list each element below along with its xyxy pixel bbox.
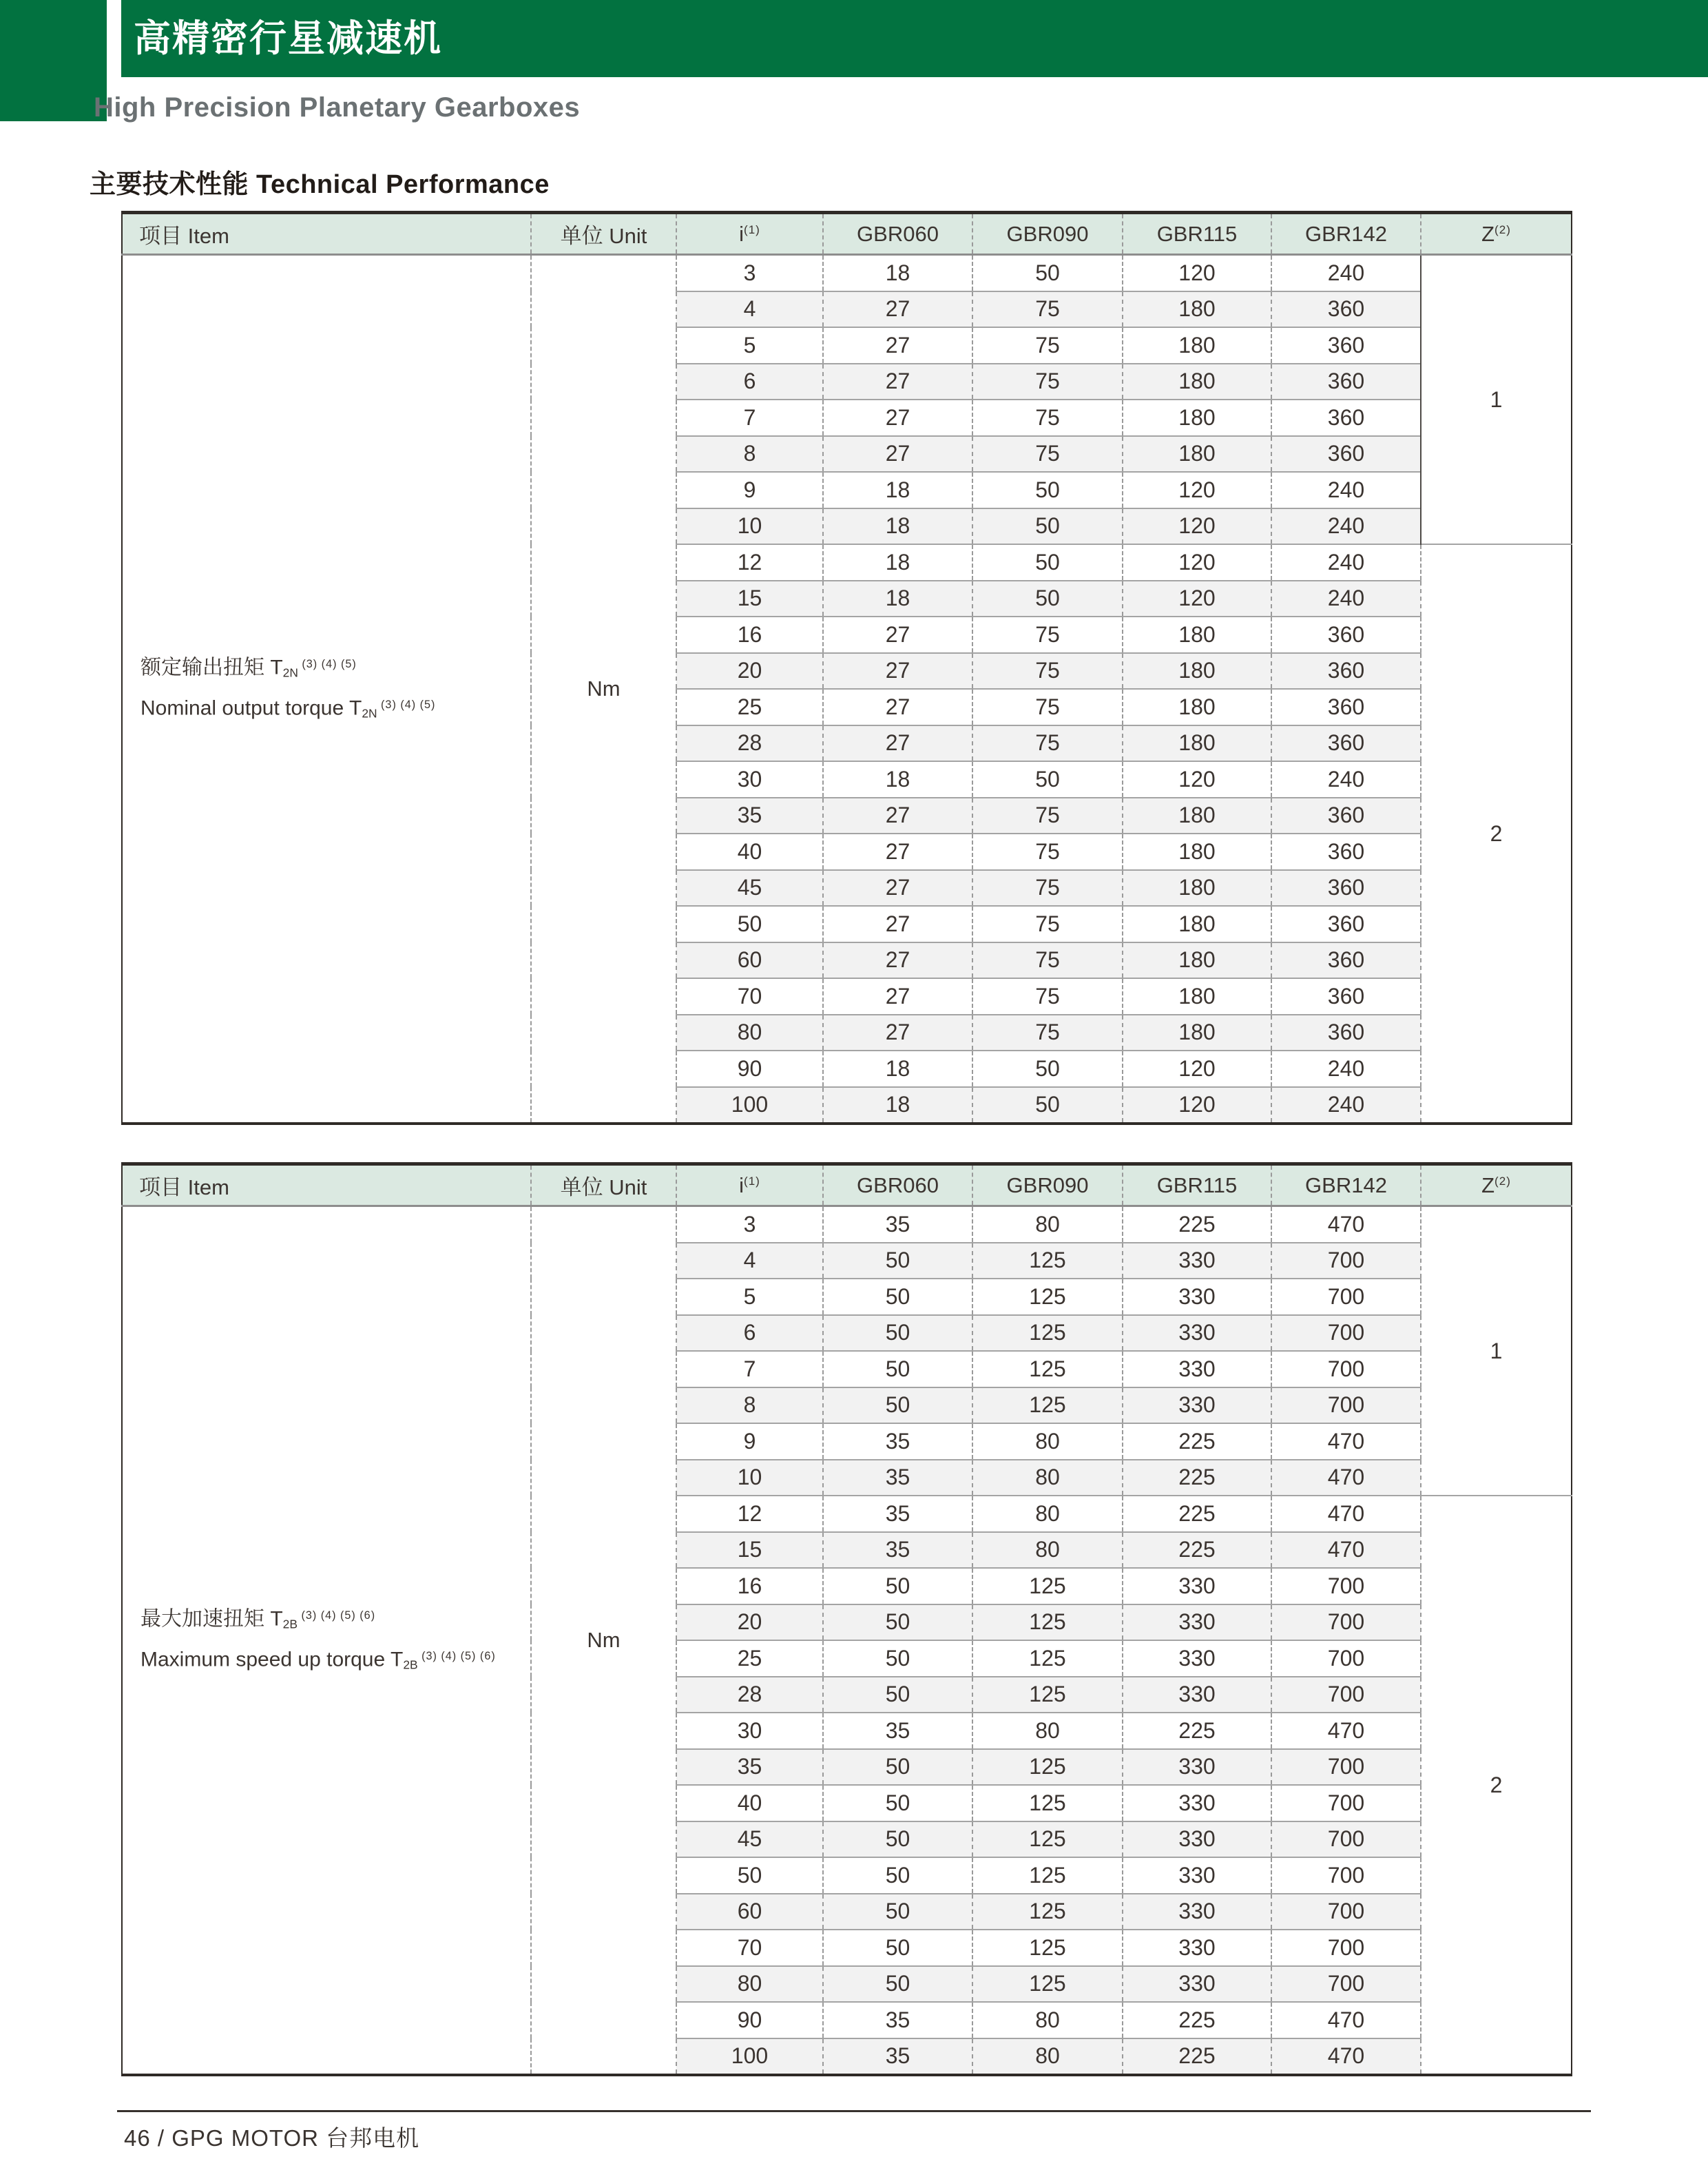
cell-ratio-i: 80 — [676, 1015, 823, 1051]
cell-ratio-i: 50 — [676, 906, 823, 942]
cell-gbr115: 330 — [1123, 1966, 1271, 2003]
column-header-gbr090: GBR090 — [972, 1164, 1123, 1206]
cell-ratio-i: 40 — [676, 1785, 823, 1821]
cell-gbr060: 35 — [823, 1713, 972, 1749]
cell-ratio-i: 90 — [676, 2002, 823, 2038]
cell-gbr090: 50 — [972, 761, 1123, 798]
technical-performance-table-1 — [121, 211, 1572, 1125]
cell-gbr115: 180 — [1123, 400, 1271, 436]
cell-gbr142: 240 — [1271, 1087, 1421, 1124]
cell-gbr115: 180 — [1123, 942, 1271, 979]
cell-gbr115: 225 — [1123, 1496, 1271, 1532]
cell-ratio-i: 10 — [676, 1460, 823, 1496]
cell-gbr142: 470 — [1271, 1460, 1421, 1496]
column-header-z: $Z^{(2)}$ — [1421, 213, 1572, 255]
cell-ratio-i: 100 — [676, 2038, 823, 2076]
cell-gbr142: 700 — [1271, 1785, 1421, 1821]
cell-gbr142: 240 — [1271, 1051, 1421, 1087]
cell-gbr142: 700 — [1271, 1315, 1421, 1352]
cell-gbr115: 180 — [1123, 834, 1271, 870]
cell-gbr060: 27 — [823, 978, 972, 1015]
cell-gbr090: 80 — [972, 1206, 1123, 1243]
cell-gbr090: 80 — [972, 1496, 1123, 1532]
cell-gbr090: 125 — [972, 1604, 1123, 1641]
cell-gbr060: 50 — [823, 1387, 972, 1424]
cell-gbr142: 700 — [1271, 1351, 1421, 1387]
cell-gbr115: 180 — [1123, 978, 1271, 1015]
z-stage-cell: 2 — [1421, 544, 1572, 1124]
cell-ratio-i: 7 — [676, 400, 823, 436]
table-row — [122, 1206, 1572, 1243]
cell-ratio-i: 3 — [676, 255, 823, 291]
cell-gbr090: 125 — [972, 1243, 1123, 1279]
cell-gbr060: 50 — [823, 1894, 972, 1930]
cell-gbr060: 18 — [823, 544, 972, 581]
cell-ratio-i: 5 — [676, 1279, 823, 1315]
column-header-gbr060: GBR060 — [823, 1164, 972, 1206]
cell-gbr060: 50 — [823, 1279, 972, 1315]
footer-page-label: 46 / GPG MOTOR 台邦电机 — [124, 2125, 420, 2151]
cell-ratio-i: 15 — [676, 1532, 823, 1569]
cell-gbr142: 240 — [1271, 255, 1421, 291]
cell-gbr090: 75 — [972, 978, 1123, 1015]
cell-gbr090: 125 — [972, 1351, 1123, 1387]
cell-gbr090: 125 — [972, 1930, 1123, 1966]
cell-ratio-i: 90 — [676, 1051, 823, 1087]
cell-gbr115: 180 — [1123, 327, 1271, 364]
cell-gbr060: 18 — [823, 1051, 972, 1087]
column-header-unit: 单位 Unit — [531, 1164, 676, 1206]
cell-gbr090: 75 — [972, 870, 1123, 907]
cell-ratio-i: 20 — [676, 1604, 823, 1641]
cell-gbr090: 125 — [972, 1966, 1123, 2003]
cell-gbr115: 120 — [1123, 544, 1271, 581]
cell-gbr090: 125 — [972, 1821, 1123, 1858]
cell-gbr060: 27 — [823, 327, 972, 364]
cell-gbr060: 35 — [823, 2038, 972, 2076]
cell-gbr060: 18 — [823, 508, 972, 545]
cell-gbr090: 80 — [972, 1423, 1123, 1460]
cell-gbr090: 125 — [972, 1315, 1123, 1352]
brand-corner-block — [0, 0, 107, 121]
cell-gbr060: 50 — [823, 1930, 972, 1966]
cell-gbr060: 27 — [823, 1015, 972, 1051]
cell-gbr142: 700 — [1271, 1857, 1421, 1894]
cell-gbr090: 50 — [972, 581, 1123, 617]
cell-gbr142: 360 — [1271, 291, 1421, 328]
cell-gbr060: 50 — [823, 1243, 972, 1279]
cell-gbr060: 27 — [823, 942, 972, 979]
cell-gbr142: 470 — [1271, 2038, 1421, 2076]
cell-gbr142: 240 — [1271, 544, 1421, 581]
cell-gbr142: 360 — [1271, 870, 1421, 907]
cell-gbr115: 330 — [1123, 1677, 1271, 1713]
cell-gbr142: 360 — [1271, 400, 1421, 436]
cell-ratio-i: 9 — [676, 472, 823, 508]
cell-ratio-i: 6 — [676, 364, 823, 400]
cell-gbr060: 35 — [823, 1460, 972, 1496]
cell-gbr142: 470 — [1271, 1496, 1421, 1532]
column-header-i: $i^{(1)}$ — [676, 213, 823, 255]
cell-gbr142: 360 — [1271, 906, 1421, 942]
cell-ratio-i: 5 — [676, 327, 823, 364]
cell-gbr090: 50 — [972, 544, 1123, 581]
z-stage-cell: 1 — [1421, 255, 1572, 545]
cell-gbr060: 35 — [823, 1206, 972, 1243]
cell-gbr090: 75 — [972, 364, 1123, 400]
cell-gbr060: 27 — [823, 291, 972, 328]
cell-gbr060: 50 — [823, 1315, 972, 1352]
cell-gbr142: 700 — [1271, 1749, 1421, 1786]
cell-gbr142: 360 — [1271, 942, 1421, 979]
column-header-gbr090: GBR090 — [972, 213, 1123, 255]
cell-gbr142: 700 — [1271, 1966, 1421, 2003]
item-cell: 最大加速扭矩 $T_{2B}$ $^{(3) (4) (5) (6)}$ Maximum speed up torque $T_{2B}$ $^{(3) (4) (5) (6)}$ — [122, 1206, 531, 2076]
cell-gbr142: 360 — [1271, 364, 1421, 400]
cell-gbr090: 75 — [972, 653, 1123, 690]
cell-gbr115: 120 — [1123, 1087, 1271, 1124]
cell-gbr060: 35 — [823, 1532, 972, 1569]
z-stage-cell: 2 — [1421, 1496, 1572, 2075]
cell-gbr142: 700 — [1271, 1604, 1421, 1641]
cell-gbr142: 240 — [1271, 761, 1421, 798]
cell-gbr060: 18 — [823, 581, 972, 617]
table-row — [122, 255, 1572, 291]
cell-gbr090: 125 — [972, 1894, 1123, 1930]
cell-gbr060: 27 — [823, 364, 972, 400]
cell-ratio-i: 28 — [676, 725, 823, 762]
cell-ratio-i: 50 — [676, 1857, 823, 1894]
cell-gbr115: 120 — [1123, 761, 1271, 798]
cell-gbr090: 75 — [972, 942, 1123, 979]
cell-gbr090: 80 — [972, 1460, 1123, 1496]
cell-gbr115: 330 — [1123, 1568, 1271, 1604]
item-cell: 额定输出扭矩 $T_{2N}$ $^{(3) (4) (5)}$ Nominal output torque $T_{2N}$ $^{(3) (4) (5)}$ — [122, 255, 531, 1124]
column-header-z: $Z^{(2)}$ — [1421, 1164, 1572, 1206]
cell-gbr060: 27 — [823, 870, 972, 907]
cell-gbr142: 700 — [1271, 1894, 1421, 1930]
cell-gbr115: 330 — [1123, 1351, 1271, 1387]
cell-gbr115: 120 — [1123, 508, 1271, 545]
cell-gbr090: 50 — [972, 255, 1123, 291]
cell-ratio-i: 25 — [676, 689, 823, 725]
cell-gbr115: 330 — [1123, 1749, 1271, 1786]
cell-ratio-i: 4 — [676, 291, 823, 328]
cell-ratio-i: 35 — [676, 798, 823, 834]
cell-gbr060: 50 — [823, 1966, 972, 2003]
cell-gbr142: 360 — [1271, 617, 1421, 653]
cell-gbr060: 18 — [823, 1087, 972, 1124]
cell-gbr115: 225 — [1123, 1713, 1271, 1749]
cell-gbr142: 700 — [1271, 1677, 1421, 1713]
cell-gbr115: 225 — [1123, 2002, 1271, 2038]
cell-gbr090: 80 — [972, 2038, 1123, 2076]
cell-gbr115: 180 — [1123, 689, 1271, 725]
cell-gbr090: 75 — [972, 617, 1123, 653]
cell-ratio-i: 40 — [676, 834, 823, 870]
cell-gbr142: 470 — [1271, 1713, 1421, 1749]
cell-gbr090: 75 — [972, 436, 1123, 473]
cell-ratio-i: 10 — [676, 508, 823, 545]
cell-gbr115: 180 — [1123, 906, 1271, 942]
cell-gbr090: 125 — [972, 1677, 1123, 1713]
cell-gbr115: 225 — [1123, 1206, 1271, 1243]
cell-gbr142: 360 — [1271, 327, 1421, 364]
cell-gbr115: 120 — [1123, 255, 1271, 291]
cell-ratio-i: 25 — [676, 1640, 823, 1677]
cell-gbr060: 27 — [823, 653, 972, 690]
cell-gbr115: 330 — [1123, 1243, 1271, 1279]
cell-gbr090: 125 — [972, 1640, 1123, 1677]
cell-gbr115: 225 — [1123, 1532, 1271, 1569]
cell-gbr060: 27 — [823, 400, 972, 436]
cell-gbr115: 180 — [1123, 1015, 1271, 1051]
cell-gbr090: 75 — [972, 834, 1123, 870]
cell-gbr090: 75 — [972, 798, 1123, 834]
cell-ratio-i: 9 — [676, 1423, 823, 1460]
cell-gbr115: 330 — [1123, 1604, 1271, 1641]
cell-gbr090: 50 — [972, 472, 1123, 508]
cell-gbr115: 225 — [1123, 1423, 1271, 1460]
cell-gbr090: 50 — [972, 508, 1123, 545]
column-header-gbr142: GBR142 — [1271, 213, 1421, 255]
unit-cell: Nm — [531, 255, 676, 1124]
cell-ratio-i: 28 — [676, 1677, 823, 1713]
column-header-gbr115: GBR115 — [1123, 1164, 1271, 1206]
cell-gbr142: 360 — [1271, 1015, 1421, 1051]
cell-gbr060: 50 — [823, 1785, 972, 1821]
column-header-item: 项目 Item — [122, 1164, 531, 1206]
technical-performance-table-2 — [121, 1162, 1572, 2076]
cell-gbr115: 330 — [1123, 1785, 1271, 1821]
cell-gbr142: 360 — [1271, 689, 1421, 725]
cell-gbr060: 50 — [823, 1857, 972, 1894]
cell-gbr142: 470 — [1271, 2002, 1421, 2038]
page-subtitle: High Precision Planetary Gearboxes — [94, 92, 581, 123]
cell-gbr060: 27 — [823, 689, 972, 725]
cell-gbr060: 50 — [823, 1821, 972, 1858]
column-header-gbr142: GBR142 — [1271, 1164, 1421, 1206]
cell-ratio-i: 8 — [676, 1387, 823, 1424]
cell-gbr142: 700 — [1271, 1387, 1421, 1424]
cell-ratio-i: 8 — [676, 436, 823, 473]
cell-gbr115: 180 — [1123, 798, 1271, 834]
cell-gbr060: 18 — [823, 472, 972, 508]
cell-gbr090: 75 — [972, 327, 1123, 364]
column-header-i: $i^{(1)}$ — [676, 1164, 823, 1206]
cell-gbr060: 50 — [823, 1749, 972, 1786]
cell-gbr115: 330 — [1123, 1894, 1271, 1930]
cell-gbr115: 330 — [1123, 1315, 1271, 1352]
cell-gbr142: 360 — [1271, 725, 1421, 762]
cell-ratio-i: 60 — [676, 1894, 823, 1930]
page-title: 高精密行星减速机 — [134, 18, 442, 59]
cell-gbr090: 125 — [972, 1749, 1123, 1786]
cell-gbr060: 50 — [823, 1604, 972, 1641]
cell-gbr060: 27 — [823, 834, 972, 870]
cell-gbr115: 330 — [1123, 1387, 1271, 1424]
cell-gbr090: 80 — [972, 1713, 1123, 1749]
cell-gbr060: 18 — [823, 761, 972, 798]
cell-gbr115: 330 — [1123, 1640, 1271, 1677]
cell-gbr090: 75 — [972, 291, 1123, 328]
cell-gbr115: 225 — [1123, 1460, 1271, 1496]
cell-ratio-i: 12 — [676, 544, 823, 581]
column-header-item: 项目 Item — [122, 213, 531, 255]
cell-ratio-i: 30 — [676, 1713, 823, 1749]
cell-gbr115: 180 — [1123, 291, 1271, 328]
table-header-row — [122, 213, 1572, 255]
title-bar — [121, 0, 1708, 77]
cell-gbr090: 80 — [972, 2002, 1123, 2038]
cell-gbr060: 35 — [823, 1496, 972, 1532]
cell-gbr090: 50 — [972, 1087, 1123, 1124]
z-stage-cell: 1 — [1421, 1206, 1572, 1496]
cell-gbr142: 700 — [1271, 1821, 1421, 1858]
cell-gbr115: 120 — [1123, 1051, 1271, 1087]
footer-rule — [117, 2110, 1591, 2112]
cell-gbr090: 125 — [972, 1279, 1123, 1315]
cell-ratio-i: 70 — [676, 1930, 823, 1966]
cell-gbr060: 27 — [823, 906, 972, 942]
cell-gbr060: 27 — [823, 798, 972, 834]
cell-ratio-i: 60 — [676, 942, 823, 979]
column-header-gbr060: GBR060 — [823, 213, 972, 255]
cell-ratio-i: 4 — [676, 1243, 823, 1279]
cell-gbr115: 330 — [1123, 1930, 1271, 1966]
cell-gbr115: 330 — [1123, 1821, 1271, 1858]
cell-gbr060: 35 — [823, 1423, 972, 1460]
cell-gbr060: 35 — [823, 2002, 972, 2038]
cell-gbr142: 470 — [1271, 1423, 1421, 1460]
cell-gbr115: 180 — [1123, 617, 1271, 653]
cell-gbr090: 75 — [972, 906, 1123, 942]
cell-gbr090: 125 — [972, 1568, 1123, 1604]
cell-gbr142: 360 — [1271, 978, 1421, 1015]
cell-ratio-i: 16 — [676, 1568, 823, 1604]
cell-ratio-i: 100 — [676, 1087, 823, 1124]
cell-ratio-i: 45 — [676, 870, 823, 907]
cell-gbr115: 180 — [1123, 870, 1271, 907]
cell-gbr142: 470 — [1271, 1206, 1421, 1243]
cell-gbr115: 180 — [1123, 725, 1271, 762]
cell-gbr060: 50 — [823, 1677, 972, 1713]
cell-gbr115: 330 — [1123, 1857, 1271, 1894]
cell-ratio-i: 35 — [676, 1749, 823, 1786]
cell-ratio-i: 15 — [676, 581, 823, 617]
cell-ratio-i: 80 — [676, 1966, 823, 2003]
cell-gbr060: 27 — [823, 725, 972, 762]
maximum-speed-up-torque-table — [121, 1162, 1572, 2076]
cell-gbr060: 27 — [823, 617, 972, 653]
cell-gbr090: 80 — [972, 1532, 1123, 1569]
cell-gbr142: 360 — [1271, 834, 1421, 870]
cell-ratio-i: 70 — [676, 978, 823, 1015]
cell-ratio-i: 6 — [676, 1315, 823, 1352]
cell-gbr115: 330 — [1123, 1279, 1271, 1315]
cell-gbr142: 700 — [1271, 1930, 1421, 1966]
cell-ratio-i: 16 — [676, 617, 823, 653]
cell-ratio-i: 12 — [676, 1496, 823, 1532]
cell-gbr060: 50 — [823, 1351, 972, 1387]
cell-gbr090: 50 — [972, 1051, 1123, 1087]
cell-gbr142: 360 — [1271, 436, 1421, 473]
cell-gbr060: 50 — [823, 1568, 972, 1604]
cell-gbr115: 180 — [1123, 364, 1271, 400]
cell-gbr142: 240 — [1271, 508, 1421, 545]
cell-gbr090: 125 — [972, 1785, 1123, 1821]
cell-ratio-i: 20 — [676, 653, 823, 690]
cell-gbr142: 240 — [1271, 581, 1421, 617]
cell-gbr060: 27 — [823, 436, 972, 473]
cell-gbr090: 125 — [972, 1387, 1123, 1424]
cell-gbr090: 75 — [972, 1015, 1123, 1051]
cell-gbr090: 75 — [972, 689, 1123, 725]
cell-gbr060: 50 — [823, 1640, 972, 1677]
section-title: 主要技术性能 Technical Performance — [90, 170, 550, 199]
cell-ratio-i: 30 — [676, 761, 823, 798]
cell-gbr142: 700 — [1271, 1568, 1421, 1604]
cell-gbr115: 180 — [1123, 653, 1271, 690]
column-header-unit: 单位 Unit — [531, 213, 676, 255]
cell-gbr090: 75 — [972, 725, 1123, 762]
cell-gbr142: 360 — [1271, 798, 1421, 834]
cell-gbr115: 120 — [1123, 472, 1271, 508]
cell-ratio-i: 3 — [676, 1206, 823, 1243]
unit-cell: Nm — [531, 1206, 676, 2076]
cell-ratio-i: 45 — [676, 1821, 823, 1858]
column-header-gbr115: GBR115 — [1123, 213, 1271, 255]
cell-gbr142: 700 — [1271, 1243, 1421, 1279]
cell-gbr115: 225 — [1123, 2038, 1271, 2076]
cell-gbr090: 125 — [972, 1857, 1123, 1894]
cell-gbr142: 240 — [1271, 472, 1421, 508]
cell-gbr060: 18 — [823, 255, 972, 291]
cell-gbr142: 470 — [1271, 1532, 1421, 1569]
table-header-row — [122, 1164, 1572, 1206]
cell-gbr115: 180 — [1123, 436, 1271, 473]
cell-gbr142: 360 — [1271, 653, 1421, 690]
cell-ratio-i: 7 — [676, 1351, 823, 1387]
cell-gbr090: 75 — [972, 400, 1123, 436]
nominal-output-torque-table — [121, 211, 1572, 1125]
cell-gbr142: 700 — [1271, 1279, 1421, 1315]
cell-gbr142: 700 — [1271, 1640, 1421, 1677]
cell-gbr115: 120 — [1123, 581, 1271, 617]
